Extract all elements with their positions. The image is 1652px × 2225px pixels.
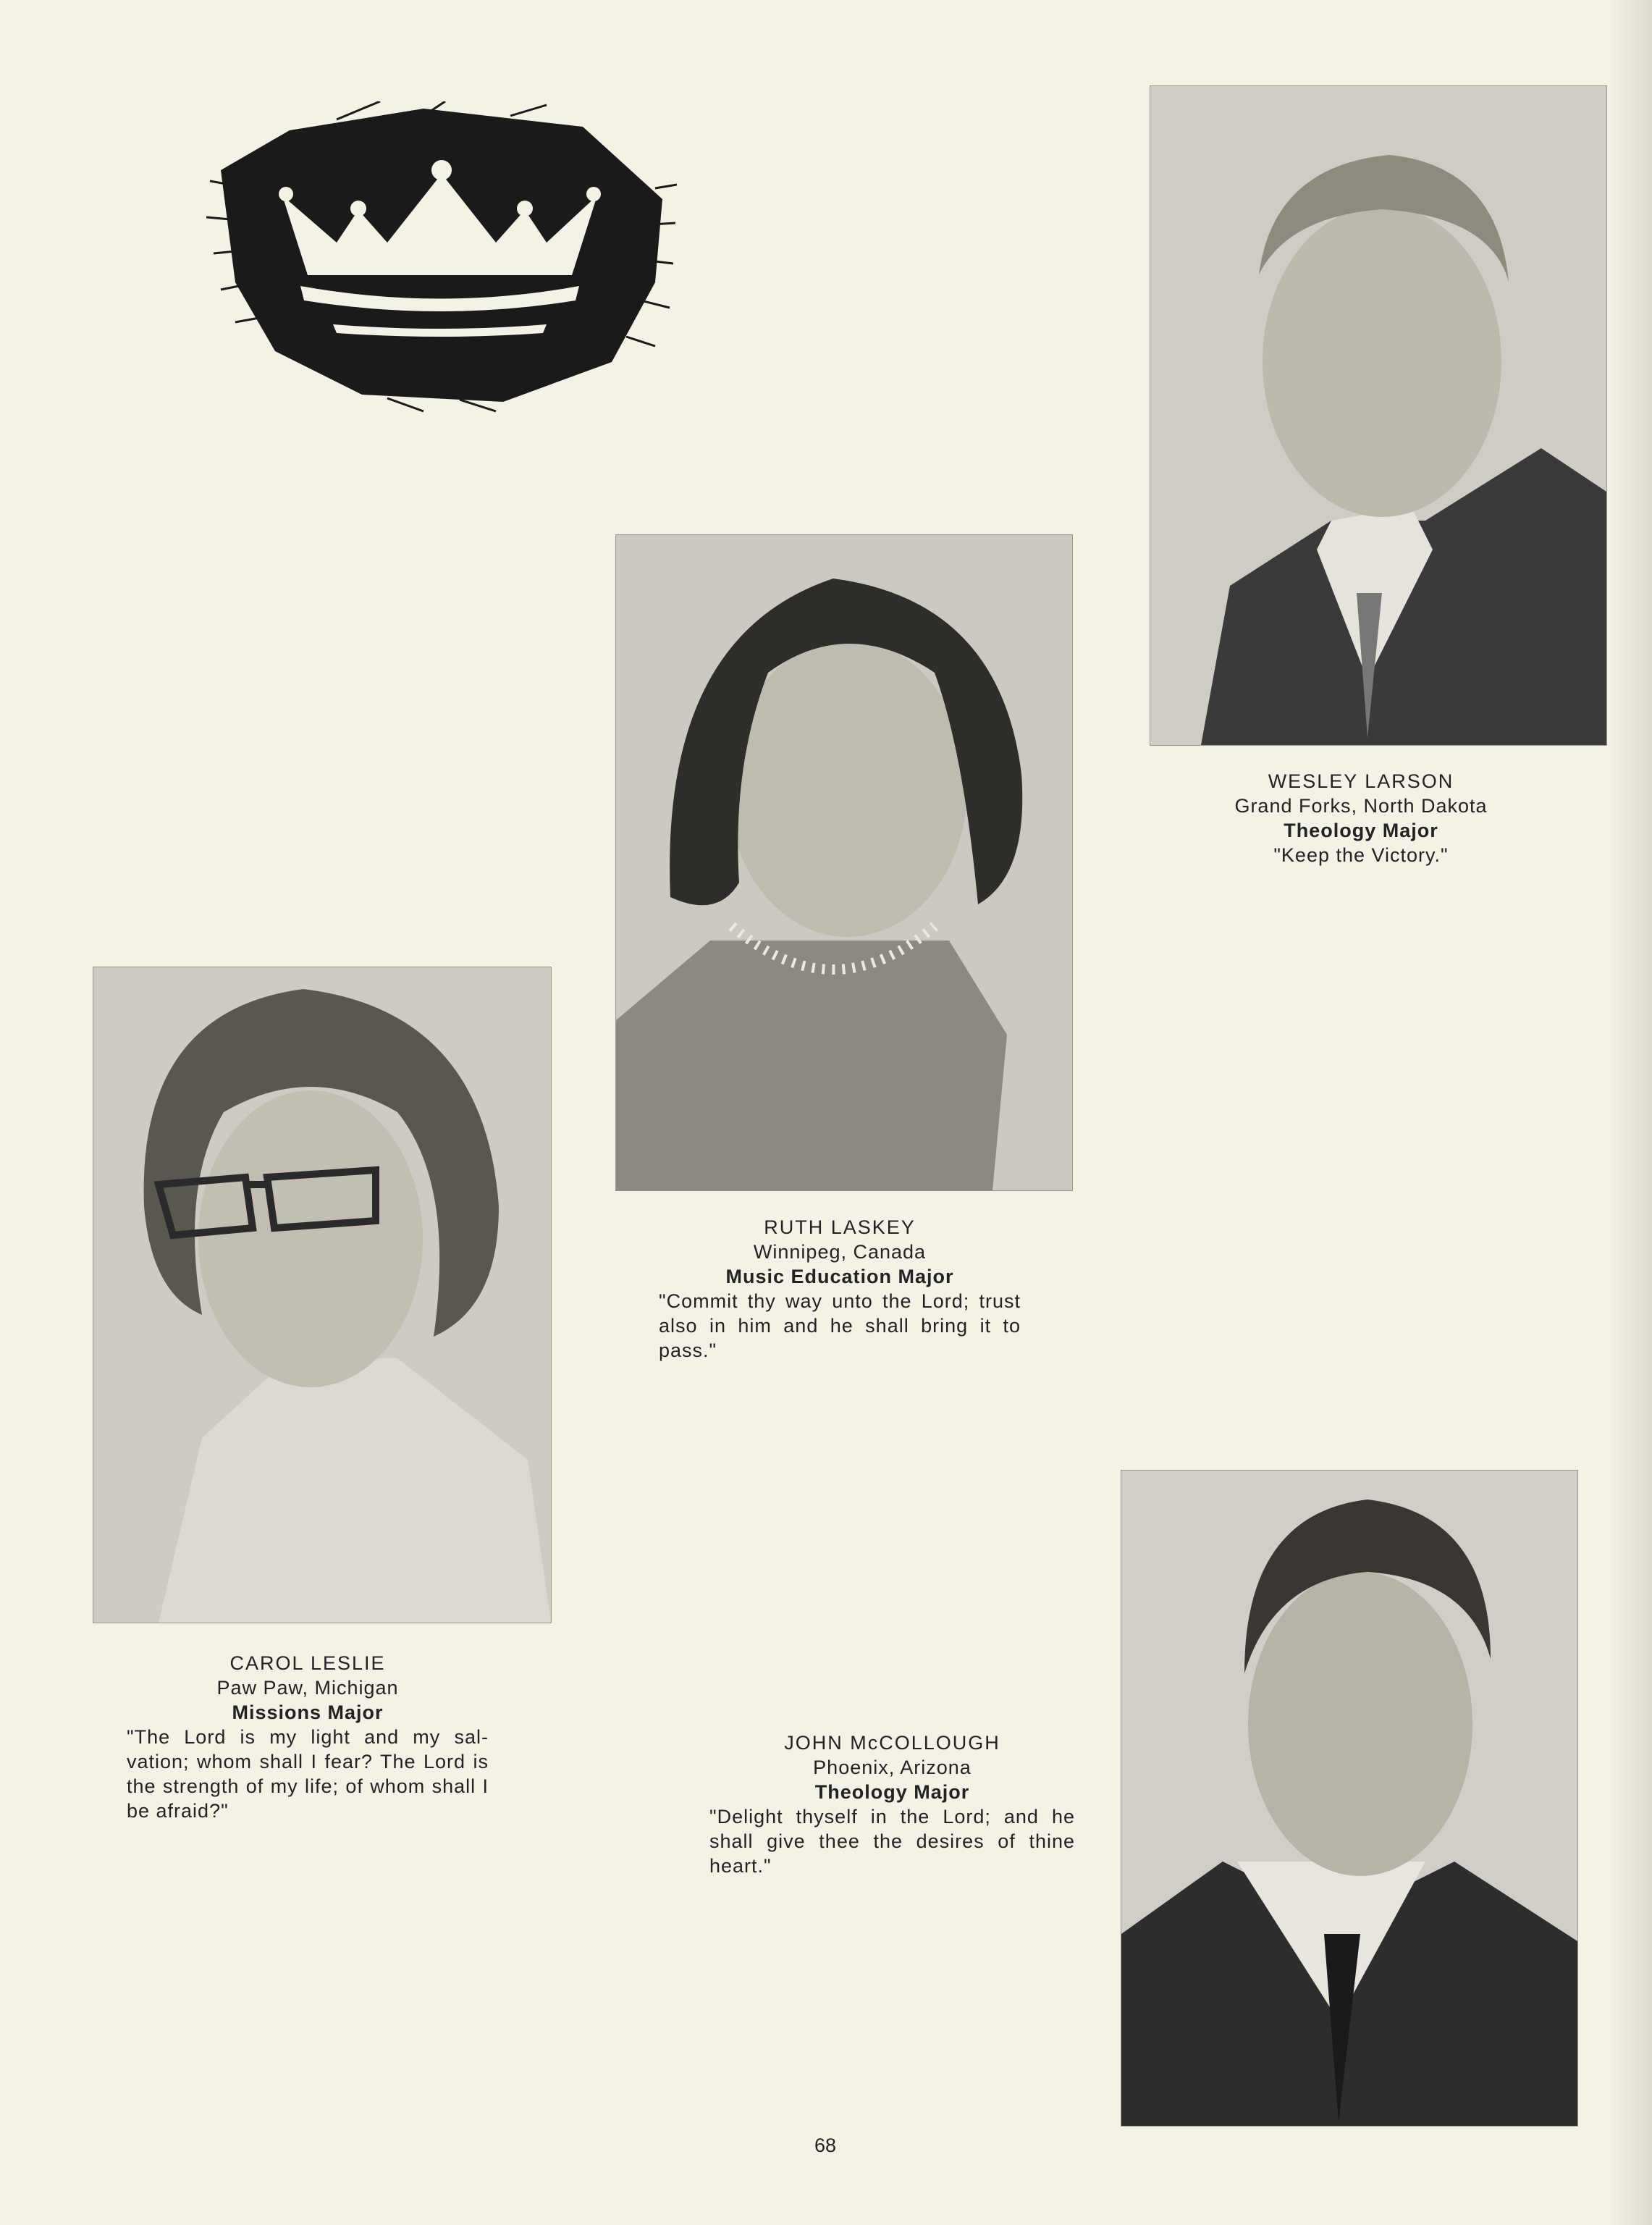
student-name: CAROL LESLIE bbox=[229, 1652, 386, 1674]
student-major: Theology Major bbox=[1284, 820, 1438, 841]
student-quote: "Keep the Victory." bbox=[1273, 844, 1449, 866]
portrait-photo-wesley-larson bbox=[1150, 85, 1607, 746]
crown-icon bbox=[206, 101, 677, 413]
student-caption-carol-leslie bbox=[127, 1651, 489, 1823]
student-hometown: Winnipeg, Canada bbox=[753, 1241, 927, 1263]
student-quote: "Delight thyself in the Lord; and he shall give thee the desires of thine heart." bbox=[709, 1806, 1075, 1877]
student-name: RUTH LASKEY bbox=[764, 1216, 916, 1238]
portrait-photo-ruth-laskey bbox=[615, 534, 1073, 1191]
page-number: 68 bbox=[814, 2134, 837, 2156]
student-major: Music Education Major bbox=[725, 1266, 954, 1287]
student-quote: "The Lord is my light and my sal- vation; whom shall I fear? The Lord is the strength of my life; of whom shall I be afraid?" bbox=[127, 1726, 489, 1822]
student-name: WESLEY LARSON bbox=[1268, 770, 1454, 792]
student-major: Theology Major bbox=[814, 1781, 970, 1803]
student-caption-john-mccollough bbox=[709, 1730, 1075, 1878]
student-major: Missions Major bbox=[232, 1702, 384, 1723]
student-hometown: Paw Paw, Michigan bbox=[216, 1677, 399, 1699]
student-hometown: Grand Forks, North Dakota bbox=[1234, 795, 1488, 817]
student-caption-wesley-larson bbox=[1202, 769, 1520, 867]
portrait-photo-john-mccollough bbox=[1121, 1470, 1578, 2127]
page-binding-shadow bbox=[1609, 0, 1652, 2225]
portrait-photo-carol-leslie bbox=[93, 967, 552, 1623]
student-caption-ruth-laskey bbox=[659, 1215, 1021, 1363]
student-hometown: Phoenix, Arizona bbox=[813, 1757, 972, 1778]
student-quote: "Commit thy way unto the Lord; trust also in him and he shall bring it to pass." bbox=[659, 1290, 1021, 1361]
student-name: JOHN McCOLLOUGH bbox=[784, 1732, 1000, 1754]
